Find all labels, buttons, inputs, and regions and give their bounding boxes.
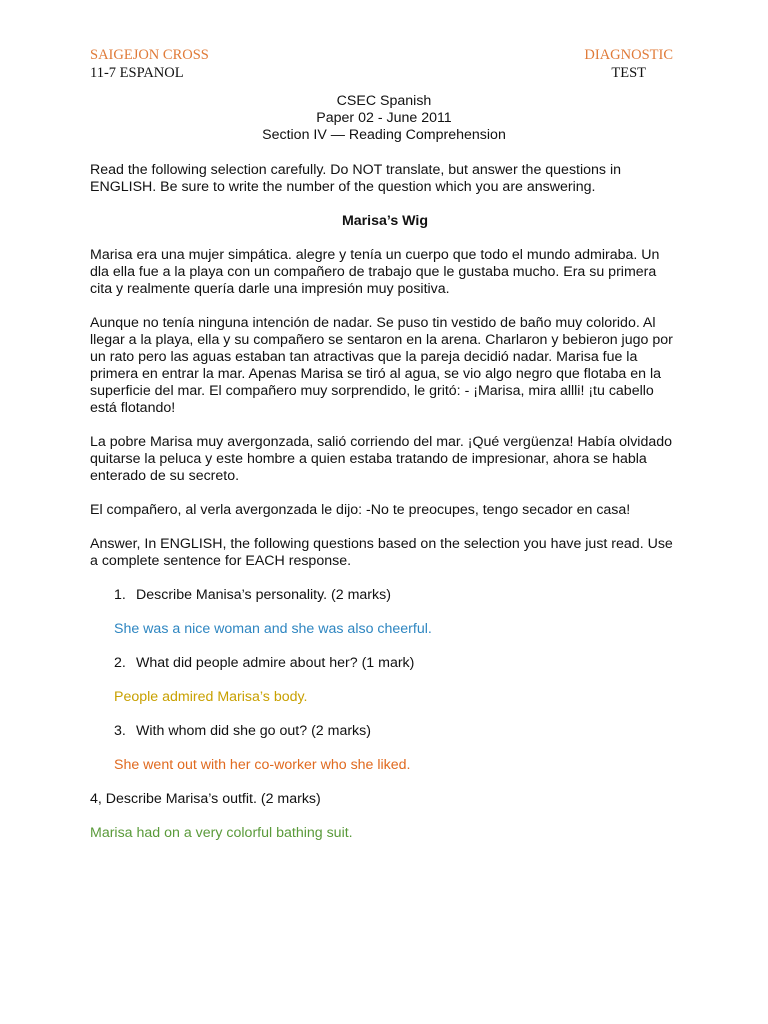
document-title xyxy=(0,93,768,144)
title-line-2: Paper 02 - June 2011 xyxy=(316,110,452,126)
story-paragraph-1: Marisa era una mujer simpática. alegre y tenía un cuerpo que todo el mundo admiraba. Un dla ella fue a la playa con un compañero de trabajo que le gustaba mucho. Era su primera cita y realmente quería darle una impresión muy positiva. xyxy=(90,247,660,297)
question-2 xyxy=(90,655,680,672)
story-heading: Marisa’s Wig xyxy=(341,213,429,229)
story-paragraph-4: El compañero, al verla avergonzada le dijo: -No te preocupes, tengo secador en casa! xyxy=(90,502,631,518)
question-4: 4, Describe Marisa’s outfit. (2 marks) xyxy=(90,791,321,807)
story-paragraph-3b: quitarse la peluca y este hombre a quien estaba tratando de impresionar, ahora se habla enterado de su secreto. xyxy=(90,451,647,484)
answer-2: People admired Marisa’s body. xyxy=(114,689,308,705)
test-label xyxy=(584,46,673,82)
student-name: SAIGEJON CROSS xyxy=(90,47,209,63)
answer-instructions: Answer, In ENGLISH, the following questions based on the selection you have just read. Use a complete sentence for EACH response. xyxy=(90,536,673,569)
story-paragraph-3 xyxy=(90,434,680,485)
story-paragraph-3a: La pobre Marisa muy avergonzada, salió corriendo del mar. ¡Qué vergüenza! Había olvidado xyxy=(90,434,673,450)
document-body xyxy=(90,162,680,859)
title-line-1: CSEC Spanish xyxy=(336,93,432,109)
test-label-line1: DIAGNOSTIC xyxy=(584,47,673,63)
question-text: Describe Manisa’s personality. (2 marks) xyxy=(136,587,391,603)
question-1 xyxy=(90,587,680,604)
story-paragraph-2: Aunque no tenía ninguna intención de nadar. Se puso tin vestido de baño muy colorido. Al llegar a la playa, ella y su compañero se sentaron en la arena. Charlaron y bebieron jugo por un rato pero las aguas estaban tan atractivas que la pareja decidió nadar. Marisa fue la primera en entrar la mar. Apenas Marisa se tiró al agua, se vio algo negro que flotaba en la superficie del mar. El compañero muy sorprendido, le gritó: - ¡Marisa, mira allli! ¡tu cabello está flotando! xyxy=(90,315,673,416)
instructions: Read the following selection carefully. Do NOT translate, but answer the questions in ENGLISH. Be sure to write the number of the question which you are answering. xyxy=(90,162,621,195)
question-number: 2. xyxy=(114,655,126,671)
title-line-3: Section IV — Reading Comprehension xyxy=(262,127,506,143)
student-info xyxy=(90,46,209,82)
answer-4: Marisa had on a very colorful bathing suit. xyxy=(90,825,353,841)
answer-1: She was a nice woman and she was also cheerful. xyxy=(114,621,432,637)
answer-3: She went out with her co-worker who she liked. xyxy=(114,757,411,773)
question-text: With whom did she go out? (2 marks) xyxy=(136,723,371,739)
question-3 xyxy=(90,723,680,740)
class-code: 11-7 ESPANOL xyxy=(90,65,184,81)
question-text: What did people admire about her? (1 mark) xyxy=(136,655,415,671)
question-number: 1. xyxy=(114,587,126,603)
test-label-line2: TEST xyxy=(611,65,647,81)
question-number: 3. xyxy=(114,723,126,739)
